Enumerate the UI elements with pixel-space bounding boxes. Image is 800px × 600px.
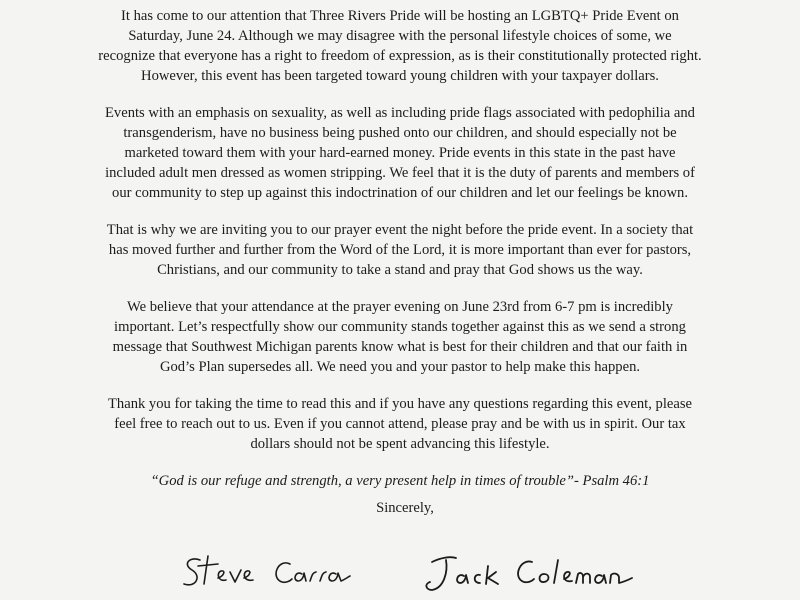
scripture-quote: “God is our refuge and strength, a very present help in times of trouble”- Psalm 46:1: [150, 473, 650, 489]
paragraph-line: feel free to reach out to us. Even if you cannot attend, please pray and be with us in spirit. Our tax: [114, 416, 686, 432]
paragraph-line: God’s Plan supersedes all. We need you and your pastor to help make this happen.: [159, 359, 641, 375]
paragraph-line: Saturday, June 24. Although we may disagree with the personal lifestyle choices of some, we: [128, 28, 672, 44]
paragraph-line: recognize that everyone has a right to freedom of expression, as is their constitutionally protected right.: [98, 48, 702, 64]
paragraph-line: marketed toward them with your hard-earned money. Pride events in this state in the past have: [124, 145, 676, 161]
paragraph-line: However, this event has been targeted toward young children with your taxpayer dollars.: [141, 68, 659, 84]
paragraph-4: [40, 297, 760, 377]
paragraph-line: Events with an emphasis on sexuality, as well as including pride flags associated with pedophilia and: [105, 105, 695, 121]
paragraph-line: Thank you for taking the time to read this and if you have any questions regarding this event, please: [108, 396, 692, 412]
paragraph-line: It has come to our attention that Three Rivers Pride will be hosting an LGBTQ+ Pride Event on: [121, 8, 679, 24]
paragraph-line: our community to step up against this indoctrination of our children and let our feelings be known.: [112, 185, 688, 201]
paragraph-line: included adult men dressed as women stripping. We feel that it is the duty of parents and members of: [105, 165, 695, 181]
paragraph-line: transgenderism, have no business being pushed onto our children, and should especially not be: [123, 125, 677, 141]
paragraph-line: has moved further and further from the Word of the Lord, it is more important than ever for pastors,: [108, 242, 692, 258]
paragraph-line: We believe that your attendance at the prayer evening on June 23rd from 6-7 pm is incredibly: [127, 299, 673, 315]
paragraph-5: [40, 394, 760, 454]
signature-block: [0, 540, 800, 600]
paragraph-1: [40, 6, 760, 86]
paragraph-3: [40, 220, 760, 280]
paragraph-line: dollars should not be spent advancing this lifestyle.: [250, 436, 550, 452]
closing-salutation: Sincerely,: [376, 500, 434, 516]
paragraph-2: [40, 103, 760, 203]
paragraph-line: message that Southwest Michigan parents know what is best for their children and that our faith in: [112, 339, 688, 355]
paragraph-line: important. Let’s respectfully show our community stands together against this as we send a strong: [114, 319, 686, 335]
paragraph-line: Christians, and our community to take a stand and pray that God shows us the way.: [157, 262, 643, 278]
paragraph-line: That is why we are inviting you to our prayer event the night before the pride event. In a society that: [106, 222, 694, 238]
signature-steve-carra: [178, 540, 368, 600]
signature-jack-coleman: [420, 540, 640, 600]
